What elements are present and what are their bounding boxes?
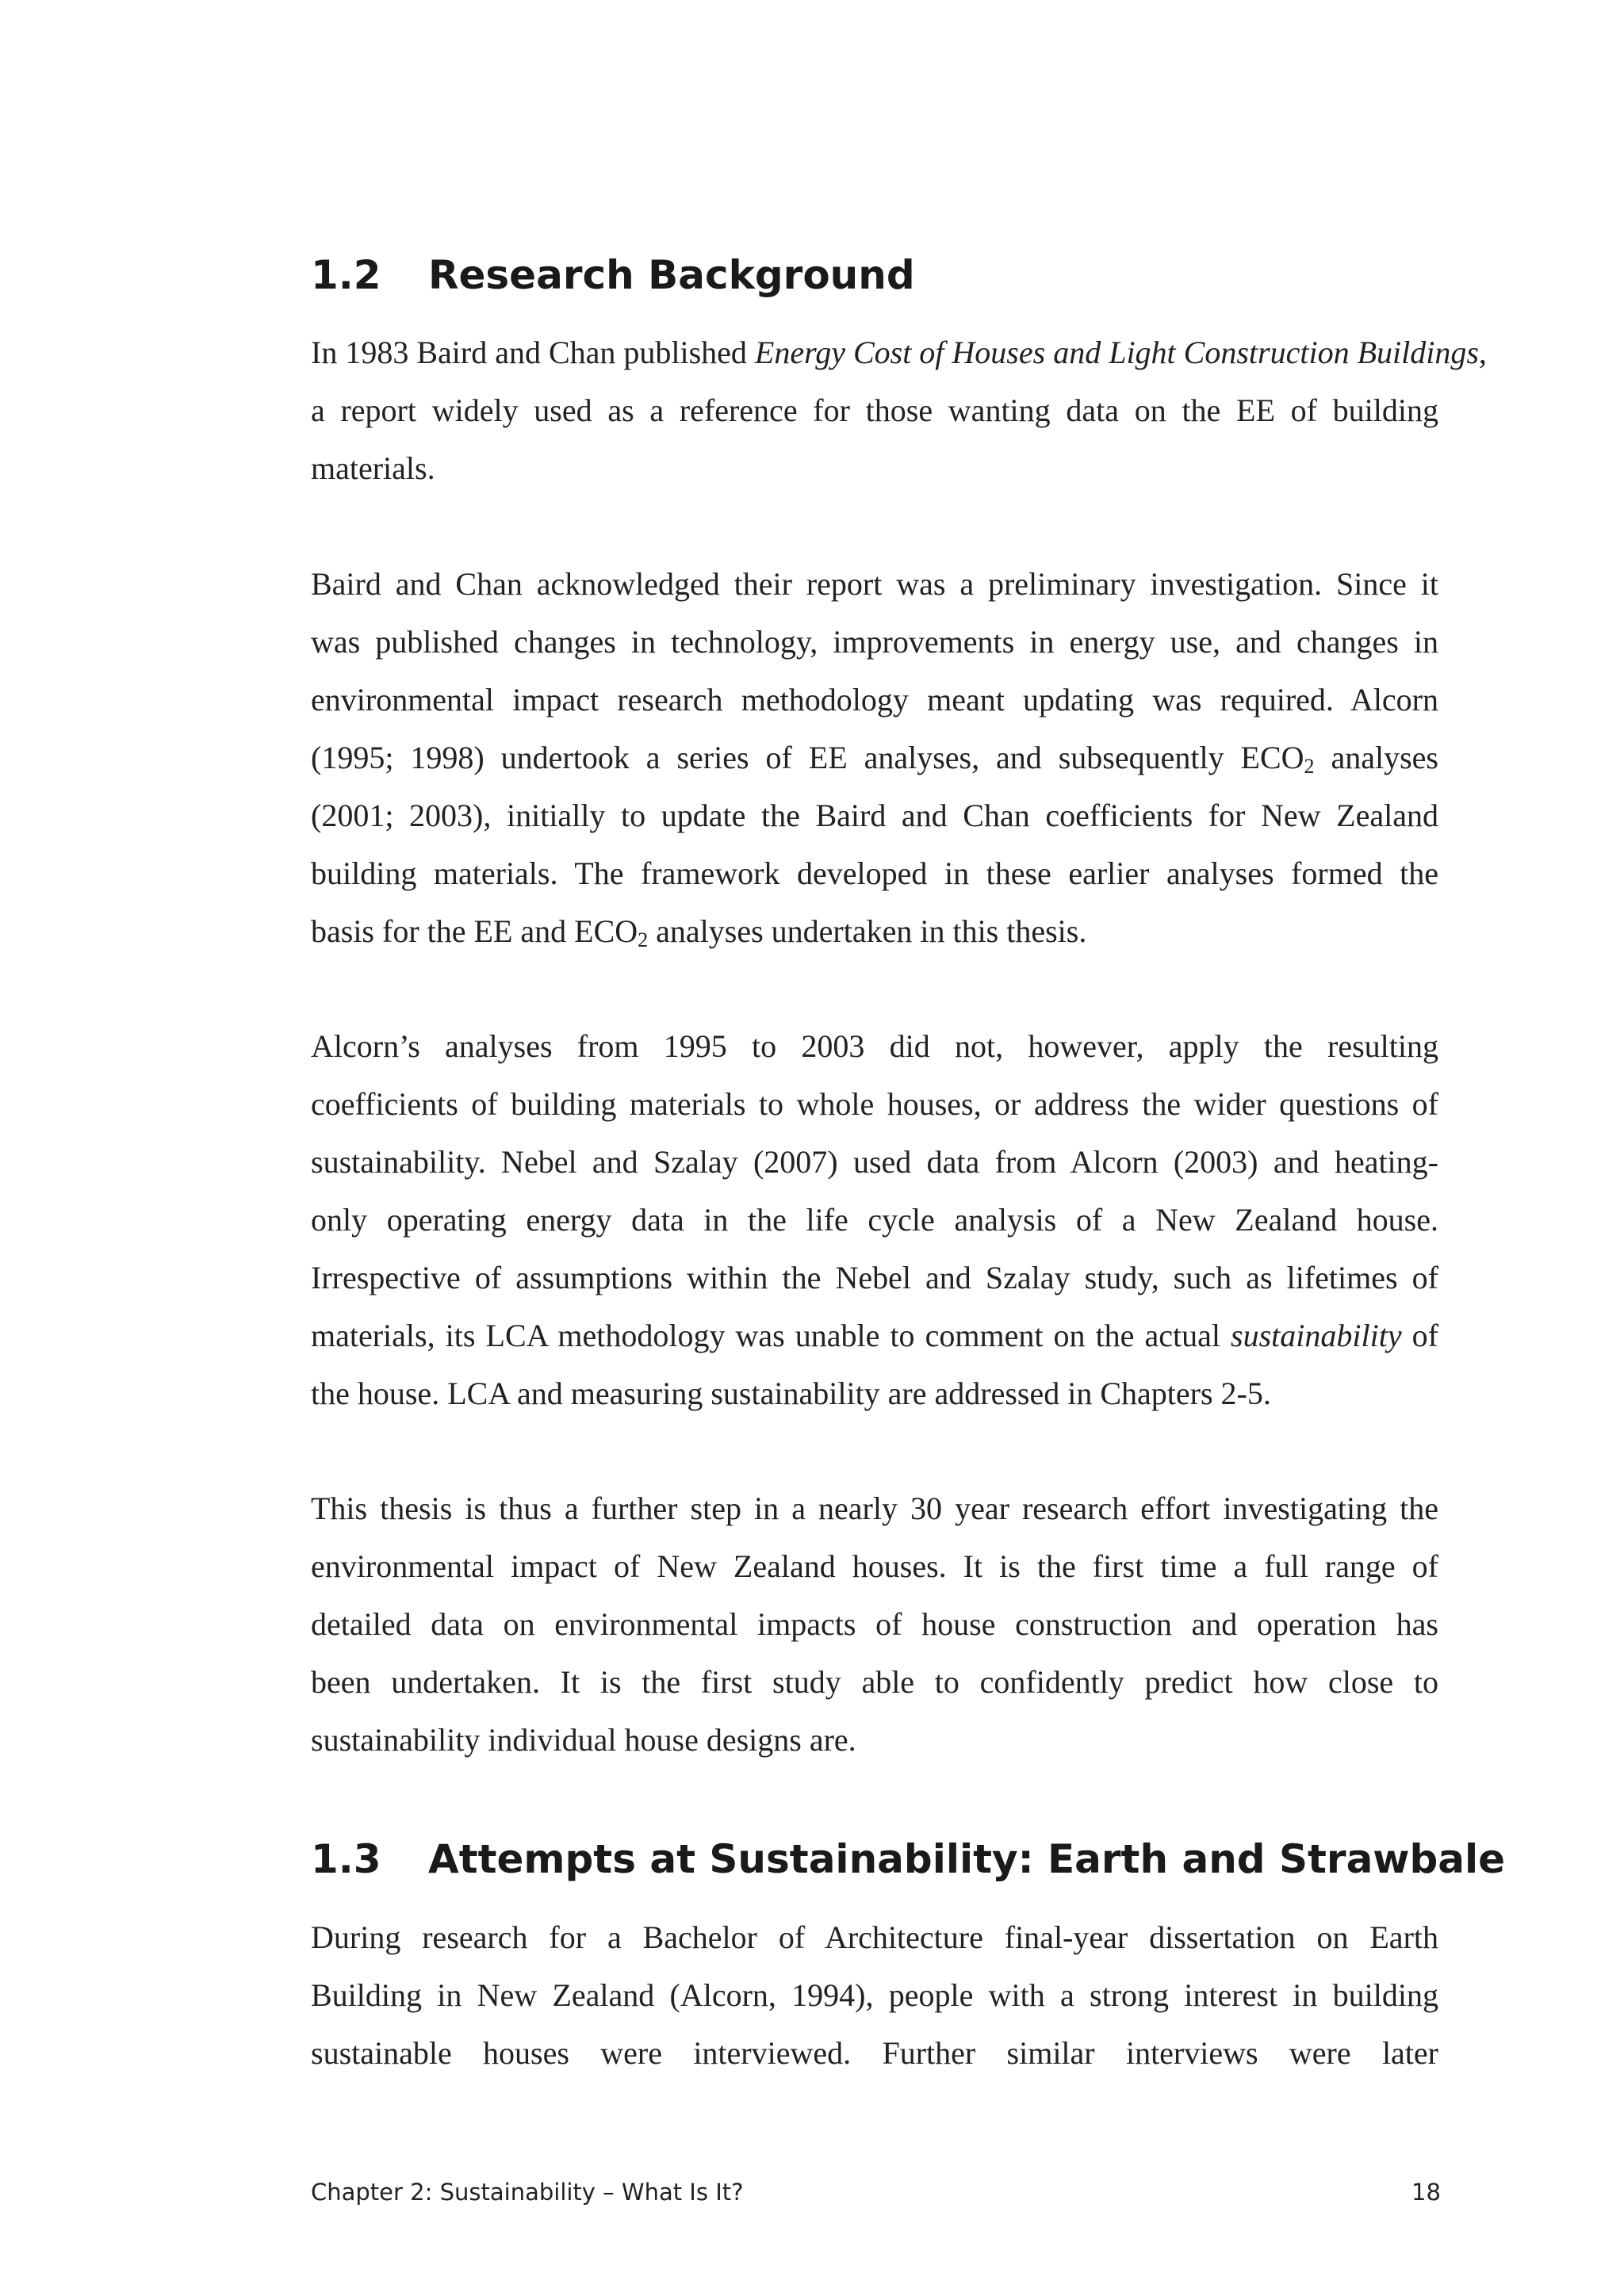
text-line: During research for a Bachelor of Architecture final-year dissertation on Earth bbox=[311, 1919, 1438, 1955]
text-line: Alcorn’s analyses from 1995 to 2003 did not, however, apply the resulting bbox=[311, 1028, 1438, 1064]
footer-chapter-title: Chapter 2: Sustainability – What Is It? bbox=[311, 2179, 744, 2206]
text-line: (1995; 1998) undertook a series of EE analyses, and subsequently $ECO_2$ analyses bbox=[311, 740, 1438, 778]
text-line: been undertaken. It is the first study able to confidently predict how close to bbox=[311, 1664, 1438, 1700]
paragraph-4 bbox=[311, 1479, 1438, 1769]
text-line: sustainability. Nebel and Szalay (2007) used data from Alcorn (2003) and heating- bbox=[311, 1144, 1438, 1180]
text-line: sustainable houses were interviewed. Further similar interviews were later bbox=[311, 2035, 1438, 2071]
page-number: 18 bbox=[1411, 2179, 1441, 2206]
section-number: 1.3 bbox=[311, 1836, 381, 1882]
text-line: This thesis is thus a further step in a nearly 30 year research effort investigating the bbox=[311, 1490, 1438, 1526]
paragraph-3 bbox=[311, 1017, 1438, 1422]
paragraph-2 bbox=[311, 555, 1438, 960]
text-line: detailed data on environmental impacts of house construction and operation has bbox=[311, 1606, 1438, 1642]
text-line: sustainability individual house designs are. bbox=[311, 1722, 856, 1758]
text-line: environmental impact of New Zealand houses. It is the first time a full range of bbox=[311, 1548, 1438, 1584]
text-line: basis for the EE and $ECO_2$ analyses undertaken in this thesis. bbox=[311, 913, 1087, 951]
text-line: only operating energy data in the life cycle analysis of a New Zealand house. bbox=[311, 1202, 1438, 1238]
text-line: materials, its LCA methodology was unable to comment on the actual sustainability of bbox=[311, 1318, 1438, 1353]
text-line: Building in New Zealand (Alcorn, 1994), people with a strong interest in building bbox=[311, 1977, 1438, 2013]
text-line: In 1983 Baird and Chan published Energy Cost of Houses and Light Construction Buildings, bbox=[311, 335, 1487, 370]
text-line: a report widely used as a reference for those wanting data on the EE of building bbox=[311, 392, 1438, 428]
text-line: environmental impact research methodology meant updating was required. Alcorn bbox=[311, 682, 1438, 718]
section-heading-1-3 bbox=[311, 1836, 1505, 1882]
section-title: Attempts at Sustainability: Earth and Strawbale bbox=[428, 1836, 1506, 1882]
paragraph-1 bbox=[311, 323, 1487, 497]
text-line: building materials. The framework developed in these earlier analyses formed the bbox=[311, 855, 1438, 891]
emphasis-sustainability: sustainability bbox=[1231, 1318, 1402, 1353]
text-line: Baird and Chan acknowledged their report was a preliminary investigation. Since it bbox=[311, 566, 1438, 602]
text-line: coefficients of building materials to whole houses, or address the wider questions of bbox=[311, 1086, 1438, 1122]
text-line: the house. LCA and measuring sustainability are addressed in Chapters 2-5. bbox=[311, 1376, 1271, 1411]
text-line: (2001; 2003), initially to update the Baird and Chan coefficients for New Zealand bbox=[311, 798, 1438, 833]
section-number: 1.2 bbox=[311, 252, 381, 298]
text-line: Irrespective of assumptions within the Nebel and Szalay study, such as lifetimes of bbox=[311, 1260, 1438, 1295]
section-title: Research Background bbox=[428, 252, 915, 298]
report-title: Energy Cost of Houses and Light Construction Buildings bbox=[754, 335, 1479, 370]
text-line: was published changes in technology, improvements in energy use, and changes in bbox=[311, 624, 1438, 660]
section-heading-1-2 bbox=[311, 252, 915, 298]
text-line: materials. bbox=[311, 450, 435, 486]
paragraph-5 bbox=[311, 1908, 1438, 2082]
